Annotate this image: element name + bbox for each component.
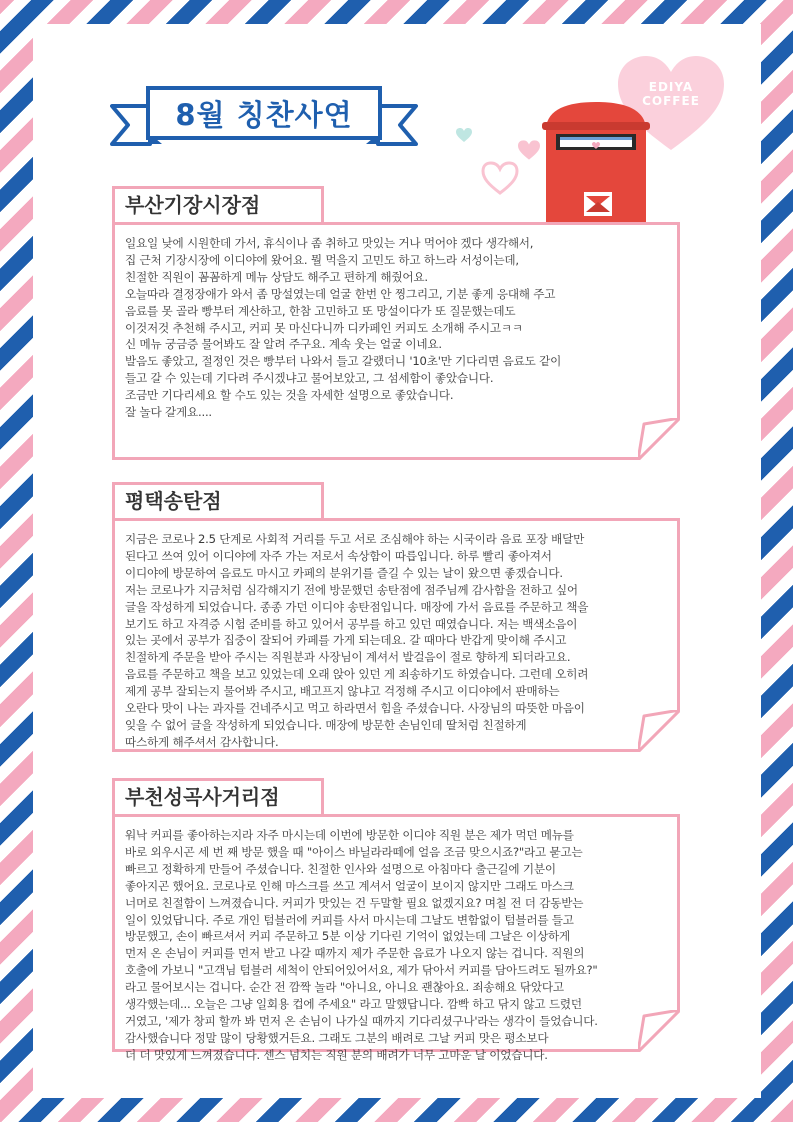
page-title: 8월 칭찬사연 — [175, 97, 353, 132]
outline-heart-icon — [480, 160, 520, 196]
story-text: 워낙 커피를 좋아하는지라 자주 마시는데 이번에 방문한 이디야 직원 분은 제가 먹던 메뉴를 바로 외우시곤 세 번 째 방문 했을 때 "아이스 바닐라라떼에 얼음 조금 맞으시죠?"라고 묻고는 빠르고 정확하게 만들어 주셨습니다. 친절한 인사와 설명으로 아침마다 출근길에 기분이 좋아지곤 했어요. 코로나로 인해 마스크를 쓰고 계셔서 얼굴이 보이지 않지만 그래도 마스크 너머로 친절함이 느껴졌습니다. 커피가 맛있는 건 두말할 필요 없겠지요? 며칠 전 더 감동받는 일이 있었답니다. 주로 개인 텀블러에 커피를 사서 마시는데 그날도 변함없이 텀블러를 들고 방문했고, 손이 빠르셔서 커피 주문하고 5분 이상 기다린 기억이 없었는데 그날은 이상하게 먼저 온 손님이 커피를 먼저 받고 나갈 때까지 제가 주문한 음료가 나오지 않는 겁니다. 직원의 호출에 가보니 "고객님 텀블러 세척이 안되어있어서요, 제가 닦아서 커피를 담아드려도 될까요?" 라고 물어보시는 겁니다. 순간 전 깜짝 놀라 "아니요, 아니요 괜찮아요. 죄송해요 닦았다고 생각했는데... 오늘은 그냥 일회용 컵에 주세요" 라고 말했답니다. 깜빡 하고 닦지 않고 드렸던 거였고, '제가 창피 할까 봐 먼저 온 손님이 나가실 때까지 기다리셨구나'라는 생각이 들었습니다. 감사했습니다 정말 많이 당황했거든요. 그래도 그분의 배려로 그날 커피 맛은 평소보다 더 더 맛있게 느껴졌습니다. 센스 넘치는 직원 분의 배려가 너무 고마운 날 이었습니다. — [125, 828, 598, 1062]
story-card-bucheon-seonggok — [112, 814, 680, 1062]
story-card-busan-gijang — [112, 222, 680, 460]
page-fold-icon — [638, 418, 680, 460]
store-tab-bucheon-seonggok: 부천성곡사거리점 — [112, 778, 324, 814]
small-heart-icon — [456, 128, 472, 142]
story-text: 일요일 낮에 시원한데 가서, 휴식이나 좀 취하고 맛있는 거나 먹어야 겠다 생각해서, 집 근처 기장시장에 이디야에 왔어요. 뭘 먹을지 고민도 하고 하느라 서성이는데, 친절한 직원이 꼼꼼하게 메뉴 상담도 해주고 편하게 해줬어요. 오늘따라 결정장애가 와서 좀 망설였는데 얼굴 한번 안 찡그리고, 기분 좋게 응대해 주고 음료를 못 골라 빵부터 계산하고, 한참 고민하고 또 망설이다가 또 질문했는데도 이것저것 추천해 주시고, 커피 못 마신다니까 디카페인 커피도 소개해 주시고ㅋㅋ 신 메뉴 궁금증 물어봐도 잘 알려 주구요. 계속 웃는 얼굴 이네요. 발음도 좋았고, 절정인 것은 빵부터 나와서 들고 갈랬더니 '10초'만 기다리면 음료도 같이 들고 갈 수 있는데 기다려 주시겠냐고 물어보았고, 그 섬세함이 좋았습니다. 조금만 기다리세요 할 수도 있는 것을 자세한 설명으로 좋았습니다. 잘 놀다 갈게요.... — [125, 236, 562, 420]
logo-line1: EDIYA — [648, 80, 694, 94]
mailbox-icon — [540, 100, 652, 230]
story-text: 지금은 코로나 2.5 단계로 사회적 거리를 두고 서로 조심해야 하는 시국이라 음료 포장 배달만 된다고 쓰여 있어 이디야에 자주 가는 저로서 속상함이 따릅입니다. 하루 빨리 좋아져서 이디야에 방문하여 음료도 마시고 카페의 분위기를 즐길 수 있는 날이 왔으면 좋겠습니다. 저는 코로나가 지금처럼 심각해지기 전에 방문했던 송탄점에 점주님께 감사함을 전하고 싶어 글을 작성하게 되었습니다. 종종 가던 이디야 송탄점입니다. 매장에 가서 음료를 주문하고 책을 보기도 하고 자격증 시험 준비를 하고 있어서 공부를 하고 있던 때였습니다. 저는 백색소음이 있는 곳에서 공부가 집중이 잘되어 카페를 가게 되는데요. 갈 때마다 반갑게 맞이해 주시고 친절하게 주문을 받아 주시는 직원분과 사장님이 계셔서 발걸음이 절로 향하게 되더라고요. 음료를 주문하고 책을 보고 있었는데 오래 앉아 있던 게 죄송하기도 하였습니다. 그런데 오히려 제게 공부 잘되는지 물어봐 주시고, 배고프지 않냐고 걱정해 주시고 이디야에서 판매하는 오란다 맛이 나는 과자를 건네주시고 먹고 하라면서 힘을 주셨습니다. 사장님의 따뜻한 마음이 잊을 수 없어 글을 작성하게 되었습니다. 매장에 방문한 손님인데 딸처럼 친절하게 따스하게 해주셔서 감사합니다. — [125, 532, 589, 749]
store-tab-busan-gijang: 부산기장시장점 — [112, 186, 324, 222]
page-fold-icon — [638, 710, 680, 752]
logo-line2: COFFEE — [642, 94, 700, 108]
small-heart-icon — [518, 140, 540, 160]
page-fold-icon — [638, 1010, 680, 1052]
store-tab-pyeongtaek-songtan: 평택송탄점 — [112, 482, 324, 518]
story-card-pyeongtaek-songtan — [112, 518, 680, 752]
